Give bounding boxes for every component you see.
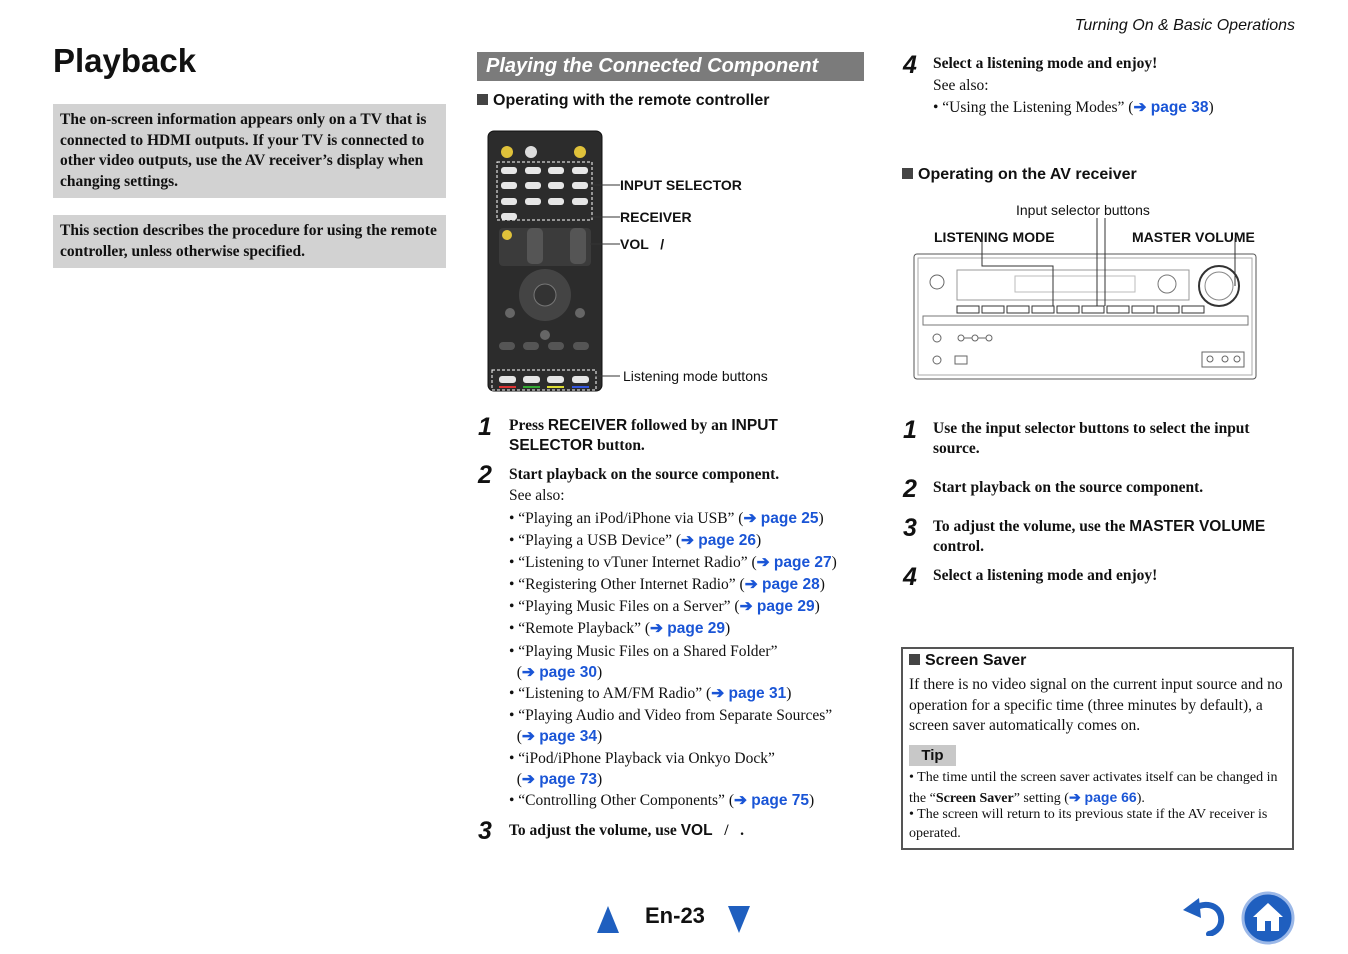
step-text: Start playback on the source component. xyxy=(933,479,1204,496)
step-number: 2 xyxy=(478,461,492,489)
see-also-label: See also: xyxy=(509,487,565,504)
step-text: To adjust the volume, use the MASTER VOLUME control. xyxy=(933,518,1266,555)
screen-saver-body: If there is no video signal on the current input source and no operation for a specific time (three minutes by default), a screen saver automatically comes on. xyxy=(909,676,1283,734)
step-text: To adjust the volume, use VOL / . xyxy=(509,822,744,839)
section-title: Turning On & Basic Operations xyxy=(1074,17,1295,34)
home-icon[interactable] xyxy=(1241,891,1295,945)
step-number: 1 xyxy=(903,416,917,444)
list-item: • “Playing Music Files on a Shared Folder” (➔ page 30) xyxy=(509,643,778,681)
step-text: Start playback on the source component. xyxy=(509,466,780,483)
see-also-label: See also: xyxy=(933,77,989,94)
callout-input-selector: INPUT SELECTOR xyxy=(620,177,742,193)
list-item: • “Listening to vTuner Internet Radio” (➔ page 27) xyxy=(509,554,837,571)
square-bullet-icon xyxy=(477,94,488,105)
hdmi-note: The on-screen information appears only on a TV that is connected to HDMI outputs. If your TV is connected to other video outputs, use the AV receiver’s display when changing settings. xyxy=(53,104,446,198)
page-link[interactable]: ➔ page 29 xyxy=(739,598,815,615)
step-text: Use the input selector buttons to select the input source. xyxy=(933,420,1250,457)
callout-receiver: RECEIVER xyxy=(620,209,692,225)
page-link[interactable]: ➔ page 34 xyxy=(521,727,597,745)
page-link[interactable]: ➔ page 28 xyxy=(744,576,820,593)
page-link[interactable]: ➔ page 38 xyxy=(1133,99,1209,116)
page-link[interactable]: ➔ page 31 xyxy=(711,685,787,702)
tip-item: • The screen will return to its previous state if the AV receiver is operated. xyxy=(909,807,1268,841)
page-link[interactable]: ➔ page 26 xyxy=(681,532,757,549)
page-number: En-23 xyxy=(645,903,705,928)
step-text: Select a listening mode and enjoy! xyxy=(933,55,1158,72)
square-bullet-icon xyxy=(902,168,913,179)
screen-saver-title: Screen Saver xyxy=(909,652,1026,670)
step-number: 2 xyxy=(903,475,917,503)
step-number: 4 xyxy=(903,563,917,591)
step-number: 4 xyxy=(903,51,917,79)
av-receiver-image xyxy=(905,218,1265,383)
step-text: Press RECEIVER followed by an INPUT SELECTOR button. xyxy=(509,417,778,454)
list-item: • “Controlling Other Components” (➔ page 75) xyxy=(509,792,815,809)
square-bullet-icon xyxy=(909,654,920,665)
step-text: Select a listening mode and enjoy! xyxy=(933,567,1158,584)
page-title: Playback xyxy=(53,42,197,79)
page-link[interactable]: ➔ page 66 xyxy=(1068,788,1137,805)
page-link[interactable]: ➔ page 75 xyxy=(733,792,810,809)
page-link[interactable]: ➔ page 27 xyxy=(756,554,832,571)
callout-listening-mode-buttons: Listening mode buttons xyxy=(623,368,768,384)
section-heading: Playing the Connected Component xyxy=(477,52,864,81)
remote-callout-lines xyxy=(590,180,620,380)
page-link[interactable]: ➔ page 73 xyxy=(521,770,597,788)
list-item: • “Playing Audio and Video from Separate Sources” (➔ page 34) xyxy=(509,707,833,745)
page-link[interactable]: ➔ page 30 xyxy=(521,663,597,681)
list-item: • “iPod/iPhone Playback via Onkyo Dock” (➔ page 73) xyxy=(509,750,775,788)
list-item: • “Using the Listening Modes” (➔ page 38) xyxy=(933,99,1214,116)
callout-listening-mode: LISTENING MODE xyxy=(934,229,1055,245)
list-item: • “Playing a USB Device” (➔ page 26) xyxy=(509,532,762,549)
list-item: • “Registering Other Internet Radio” (➔ page 28) xyxy=(509,576,825,593)
remote-note: This section describes the procedure for using the remote controller, unless otherwise specified. xyxy=(53,215,446,268)
step-number: 1 xyxy=(478,413,492,441)
next-page-icon[interactable] xyxy=(728,906,750,934)
prev-page-icon[interactable] xyxy=(597,906,619,934)
list-item: • “Playing an iPod/iPhone via USB” (➔ page 25) xyxy=(509,510,824,527)
list-item: • “Playing Music Files on a Server” (➔ page 29) xyxy=(509,598,820,615)
tip-item: • The time until the screen saver activates itself can be changed in the “Screen Saver” setting (➔ page 66). xyxy=(909,770,1278,806)
page-link[interactable]: ➔ page 25 xyxy=(743,510,819,527)
callout-master-volume: MASTER VOLUME xyxy=(1132,229,1255,245)
callout-vol: VOL / xyxy=(620,236,665,252)
page-link[interactable]: ➔ page 29 xyxy=(650,620,726,637)
list-item: • “Listening to AM/FM Radio” (➔ page 31) xyxy=(509,685,792,702)
receiver-subheading: Operating on the AV receiver xyxy=(902,166,1137,184)
back-icon[interactable] xyxy=(1181,896,1227,936)
step-number: 3 xyxy=(903,514,917,542)
tip-badge: Tip xyxy=(909,745,956,766)
list-item: • “Remote Playback” (➔ page 29) xyxy=(509,620,731,637)
callout-input-selector-buttons: Input selector buttons xyxy=(1016,202,1150,218)
remote-controller-image xyxy=(485,130,605,392)
remote-subheading: Operating with the remote controller xyxy=(477,92,769,110)
step-number: 3 xyxy=(478,817,492,845)
